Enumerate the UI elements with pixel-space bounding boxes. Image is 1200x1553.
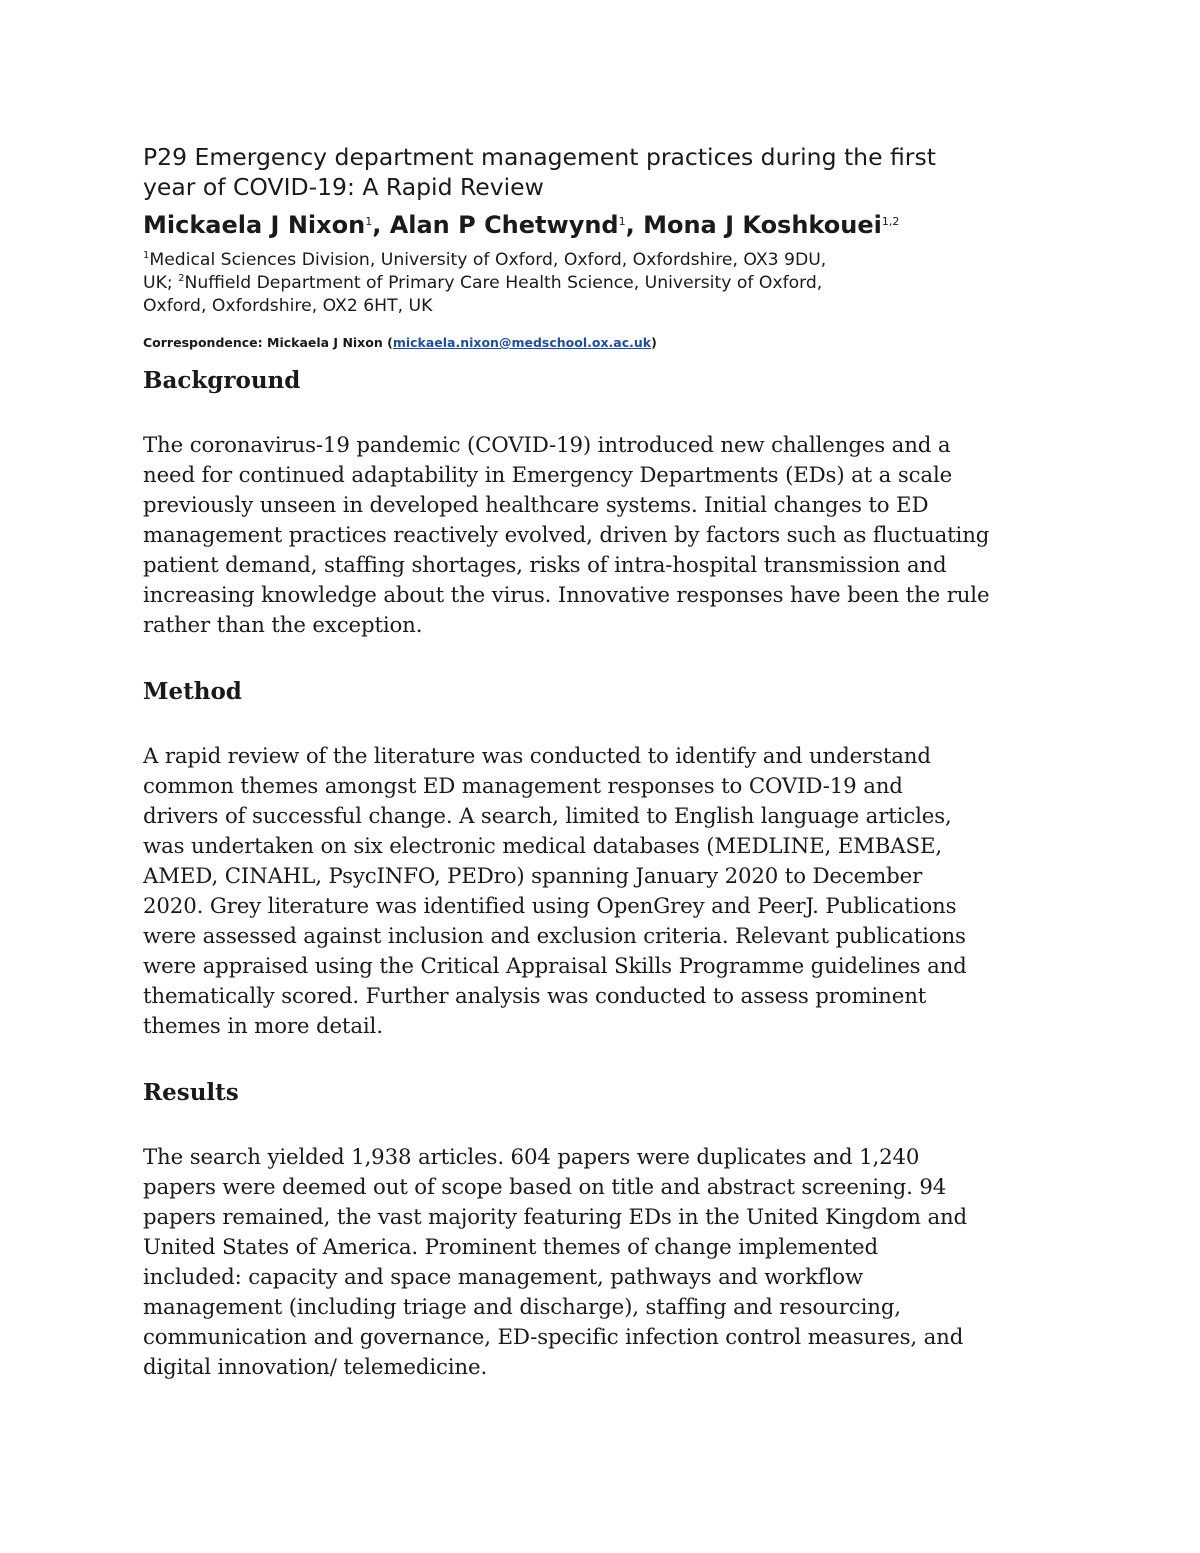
paragraph-line: digital innovation/ telemedicine.	[143, 1355, 488, 1380]
paragraph-line: were appraised using the Critical Appraisal Skills Programme guidelines and	[143, 954, 967, 979]
paragraph-line: 2020. Grey literature was identified using OpenGrey and PeerJ. Publications	[143, 894, 957, 919]
author-name: Alan P Chetwynd	[389, 211, 619, 239]
paragraph-line: A rapid review of the literature was conducted to identify and understand	[143, 744, 931, 769]
paragraph-line: rather than the exception.	[143, 613, 423, 638]
section-method	[143, 677, 1063, 1042]
paragraph-line: communication and governance, ED-specific infection control measures, and	[143, 1325, 964, 1350]
section-paragraph	[143, 431, 1063, 641]
page-title	[143, 142, 1063, 202]
author-affiliation-mark: 1	[618, 215, 626, 228]
section-results	[143, 1078, 1063, 1383]
paragraph-line: was undertaken on six electronic medical databases (MEDLINE, EMBASE,	[143, 834, 942, 859]
paragraph-line: management (including triage and discharge), staffing and resourcing,	[143, 1295, 901, 1320]
paragraph-line: The coronavirus-19 pandemic (COVID-19) introduced new challenges and a	[143, 433, 951, 458]
section-heading: Background	[143, 367, 301, 394]
document-page	[143, 142, 1063, 1383]
author-name: Mickaela J Nixon	[143, 211, 366, 239]
affiliation-line-3: Oxford, Oxfordshire, OX2 6HT, UK	[143, 296, 433, 316]
paragraph-line: previously unseen in developed healthcare systems. Initial changes to ED	[143, 493, 929, 518]
section-paragraph	[143, 1143, 1063, 1383]
paragraph-line: included: capacity and space management, pathways and workflow	[143, 1265, 864, 1290]
author-affiliation-mark: 1,2	[881, 215, 900, 228]
affiliation-text: Medical Sciences Division, University of Oxford, Oxford, Oxfordshire, OX3 9DU,	[149, 250, 827, 270]
correspondence-label: Correspondence: Mickaela J Nixon (	[143, 335, 393, 350]
section-background	[143, 366, 1063, 641]
affiliations	[143, 249, 1063, 318]
author-name: Mona J Koshkouei	[643, 211, 882, 239]
author-affiliation-mark: 1	[365, 215, 373, 228]
paragraph-line: need for continued adaptability in Emergency Departments (EDs) at a scale	[143, 463, 953, 488]
paragraph-line: The search yielded 1,938 articles. 604 papers were duplicates and 1,240	[143, 1145, 920, 1170]
paragraph-line: United States of America. Prominent themes of change implemented	[143, 1235, 878, 1260]
correspondence	[143, 334, 1063, 352]
paragraph-line: common themes amongst ED management responses to COVID-19 and	[143, 774, 903, 799]
paragraph-line: management practices reactively evolved, driven by factors such as fluctuating	[143, 523, 990, 548]
section-heading: Results	[143, 1079, 239, 1106]
paragraph-line: thematically scored. Further analysis was conducted to assess prominent	[143, 984, 927, 1009]
paragraph-line: papers were deemed out of scope based on title and abstract screening. 94	[143, 1175, 947, 1200]
section-paragraph	[143, 742, 1063, 1042]
correspondence-suffix: )	[651, 335, 657, 350]
paragraph-line: drivers of successful change. A search, limited to English language articles,	[143, 804, 952, 829]
author-separator: ,	[625, 211, 644, 239]
title-line-1: P29 Emergency department management practices during the first	[143, 143, 936, 171]
paragraph-line: themes in more detail.	[143, 1014, 383, 1039]
section-heading: Method	[143, 678, 242, 705]
correspondence-email-link[interactable]: mickaela.nixon@medschool.ox.ac.uk	[392, 335, 652, 350]
title-line-2: year of COVID-19: A Rapid Review	[143, 173, 544, 201]
paragraph-line: papers remained, the vast majority featuring EDs in the United Kingdom and	[143, 1205, 968, 1230]
paragraph-line: patient demand, staffing shortages, risks of intra-hospital transmission and	[143, 553, 947, 578]
paragraph-line: AMED, CINAHL, PsycINFO, PEDro) spanning January 2020 to December	[143, 864, 923, 889]
author-list	[143, 209, 1063, 241]
paragraph-line: increasing knowledge about the virus. Innovative responses have been the rule	[143, 583, 990, 608]
affiliation-text: Nuffield Department of Primary Care Health Science, University of Oxford,	[184, 273, 823, 293]
affiliation-line-2	[143, 272, 1063, 295]
affiliation-mark: 2	[178, 273, 185, 284]
author-separator: ,	[372, 211, 390, 239]
affiliation-line-1	[143, 249, 1063, 272]
affiliation-text: UK;	[143, 273, 179, 293]
affiliation-mark: 1	[143, 250, 150, 261]
paragraph-line: were assessed against inclusion and exclusion criteria. Relevant publications	[143, 924, 966, 949]
